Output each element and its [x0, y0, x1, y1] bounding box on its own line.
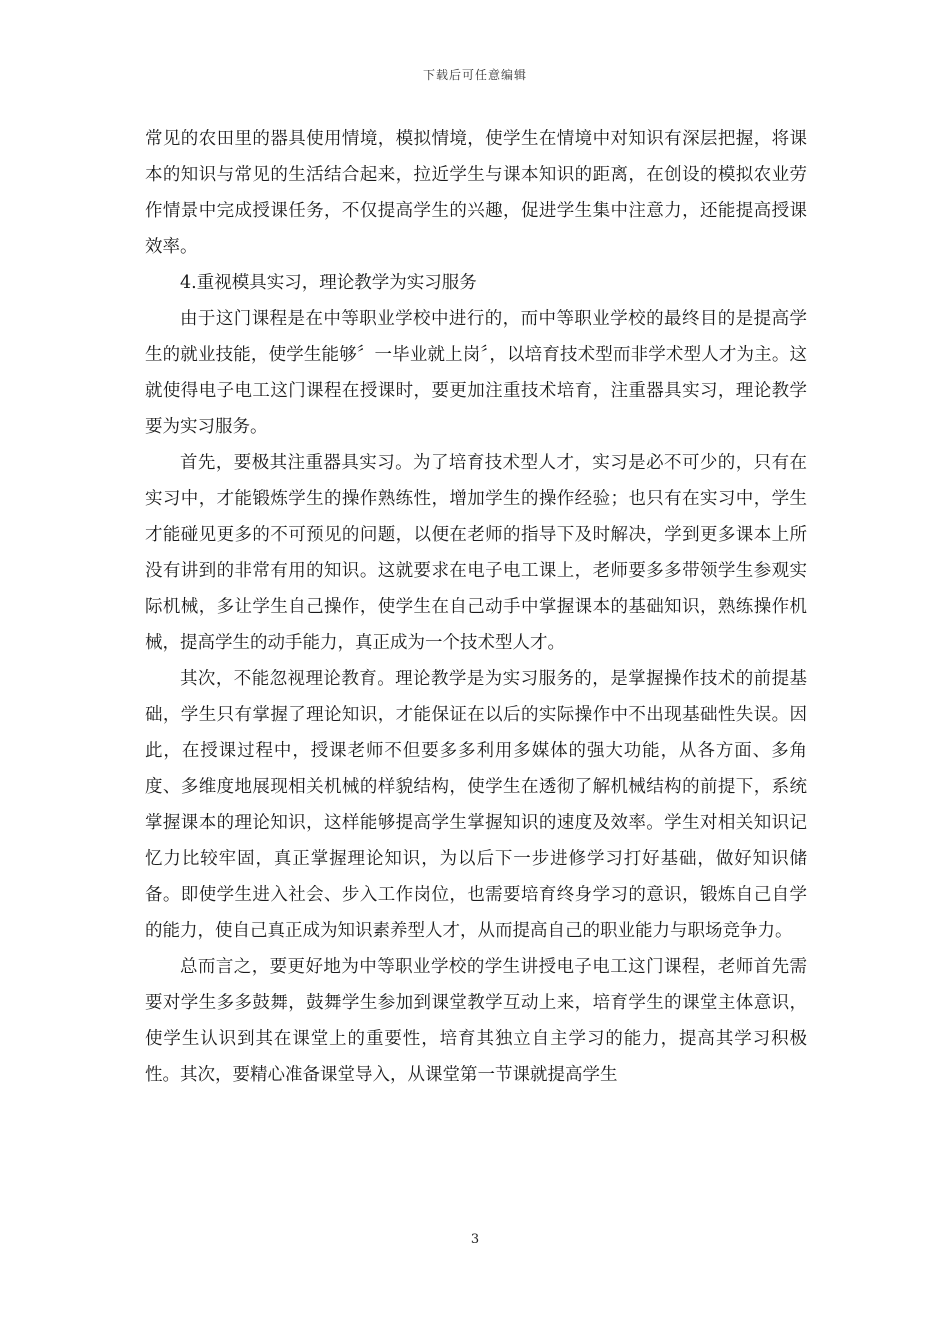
document-body	[145, 121, 807, 1093]
paragraph-practice: 首先，要极其注重器具实习。为了培育技术型人才，实习是必不可少的，只有在实习中，才能锻炼学生的操作熟练性，增加学生的操作经验；也只有在实习中，学生才能碰见更多的不可预见的问题，以便在老师的指导下及时解决，学到更多课本上所没有讲到的非常有用的知识。这就要求在电子电工课上，老师要多多带领学生参观实际机械，多让学生自己操作，使学生在自己动手中掌握课本的基础知识，熟练操作机械，提高学生的动手能力，真正成为一个技术型人才。	[145, 453, 807, 653]
page-number: 3	[470, 1232, 480, 1247]
section-heading: 4.重视模具实习，理论教学为实习服务	[180, 273, 477, 293]
paragraph-course-context: 由于这门课程是在中等职业学校中进行的，而中等职业学校的最终目的是提高学生的就业技能，使学生能够〞一毕业就上岗〞，以培育技术型而非学术型人才为主。这就使得电子电工这门课程在授课时，要更加注重技术培育，注重器具实习，理论教学要为实习服务。	[145, 309, 807, 437]
page-header: 下载后可任意编辑	[422, 68, 527, 82]
paragraph-summary: 总而言之，要更好地为中等职业学校的学生讲授电子电工这门课程，老师首先需要对学生多多鼓舞，鼓舞学生参加到课堂教学互动上来，培育学生的课堂主体意识，使学生认识到其在课堂上的重要性，培育其独立自主学习的能力，提高其学习积极性。其次，要精心准备课堂导入，从课堂第一节课就提高学生	[145, 957, 807, 1085]
paragraph-continuation: 常见的农田里的器具使用情境，模拟情境，使学生在情境中对知识有深层把握，将课本的知识与常见的生活结合起来，拉近学生与课本知识的距离，在创设的模拟农业劳作情景中完成授课任务，不仅提高学生的兴趣，促进学生集中注意力，还能提高授课效率。	[145, 129, 807, 257]
paragraph-theory: 其次，不能忽视理论教育。理论教学是为实习服务的，是掌握操作技术的前提基础，学生只有掌握了理论知识，才能保证在以后的实际操作中不出现基础性失误。因此，在授课过程中，授课老师不但要多多利用多媒体的强大功能，从各方面、多角度、多维度地展现相关机械的样貌结构，使学生在透彻了解机械结构的前提下，系统掌握课本的理论知识，这样能够提高学生掌握知识的速度及效率。学生对相关知识记忆力比较牢固，真正掌握理论知识，为以后下一步进修学习打好基础，做好知识储备。即使学生进入社会、步入工作岗位，也需要培育终身学习的意识，锻炼自己自学的能力，使自己真正成为知识素养型人才，从而提高自己的职业能力与职场竞争力。	[145, 669, 807, 941]
